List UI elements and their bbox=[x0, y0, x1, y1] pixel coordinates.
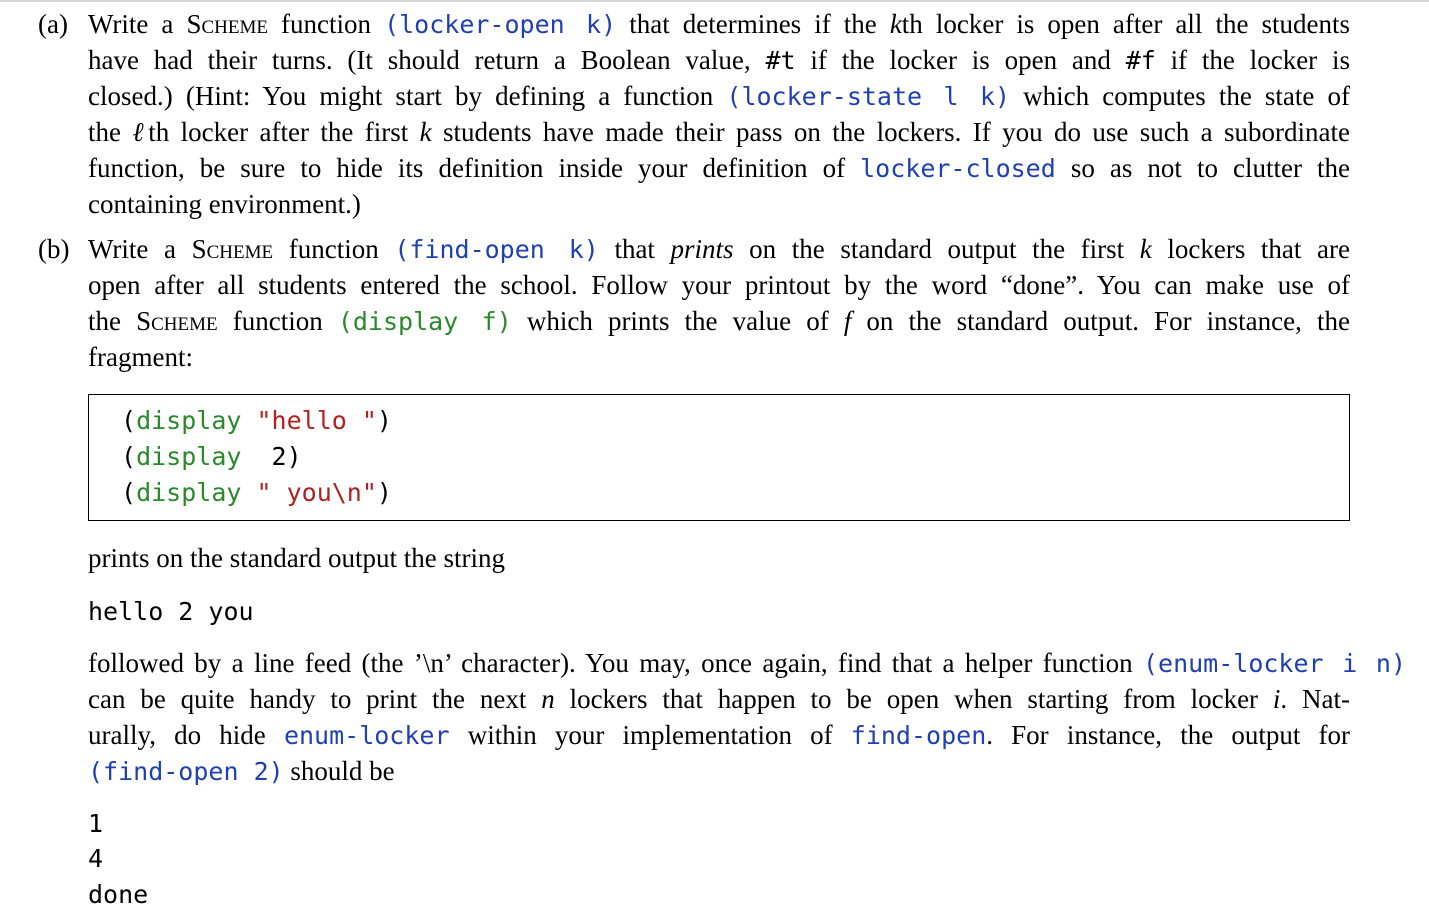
part-b-line-4: fragment: bbox=[88, 342, 193, 372]
find-open-code: (find-open k) bbox=[394, 235, 599, 264]
output-line-2: 4 bbox=[88, 844, 104, 873]
part-b-line-2: open after all students entered the school. Follow your printout by the word “done”. You can make use of bbox=[88, 270, 1350, 300]
part-b-p2-line-3: urally, do hide enum-locker within your implementation of find-open. For instance, the output for bbox=[88, 720, 1350, 750]
part-a-line-5: function, be sure to hide its definition inside your definition of locker-closed so as not to clutter the bbox=[88, 153, 1350, 183]
output-string: hello 2 you bbox=[88, 597, 254, 626]
output-line-3: done bbox=[88, 880, 149, 909]
part-a-label: (a) bbox=[38, 9, 68, 39]
part-a-line-4: the ℓth locker after the first k students have made their pass on the lockers. If you do use such a subordinate bbox=[88, 117, 1350, 147]
code-line-3: (display " you\n") bbox=[121, 478, 392, 507]
enum-locker-ref: enum-locker bbox=[283, 721, 450, 750]
code-line-2: (display 2) bbox=[121, 442, 302, 471]
locker-state-code: (locker-state l k) bbox=[726, 82, 1011, 111]
display-f-code: (display f) bbox=[337, 307, 512, 336]
find-open-2-code: (find-open 2) bbox=[88, 757, 284, 786]
part-b-line-1: Write a Scheme function (find-open k) that prints on the standard output the first k lockers that are bbox=[88, 234, 1350, 264]
part-a-line-6: containing environment.) bbox=[88, 189, 361, 219]
part-a-line-2: have had their turns. (It should return a Boolean value, #t if the locker is open and #f if the locker is bbox=[88, 45, 1350, 75]
part-a-line-1: Write a Scheme function (locker-open k) that determines if the kth locker is open after all the students bbox=[88, 9, 1350, 39]
part-a-line-3: closed.) (Hint: You might start by defining a function (locker-state l k) which computes the state of bbox=[88, 81, 1350, 111]
locker-closed-code: locker-closed bbox=[860, 154, 1056, 183]
part-b-label: (b) bbox=[38, 234, 70, 264]
enum-locker-code: (enum-locker i n) bbox=[1142, 649, 1406, 678]
output-line-1: 1 bbox=[88, 809, 104, 838]
part-b-p2-line-4: (find-open 2) should be bbox=[88, 756, 395, 786]
part-b-p2-line-1: followed by a line feed (the ’\n’ character). You may, once again, find that a helper function (enum-locker i n) bbox=[88, 648, 1406, 678]
prints-text: prints on the standard output the string bbox=[88, 543, 505, 573]
part-b-p2-line-2: can be quite handy to print the next n lockers that happen to be open when starting from locker i. Nat- bbox=[88, 684, 1350, 714]
code-line-1: (display "hello ") bbox=[121, 406, 392, 435]
locker-open-code: (locker-open k) bbox=[384, 10, 617, 39]
find-open-ref: find-open bbox=[850, 721, 987, 750]
part-b-line-3: the Scheme function (display f) which prints the value of f on the standard output. For instance, the bbox=[88, 306, 1350, 336]
